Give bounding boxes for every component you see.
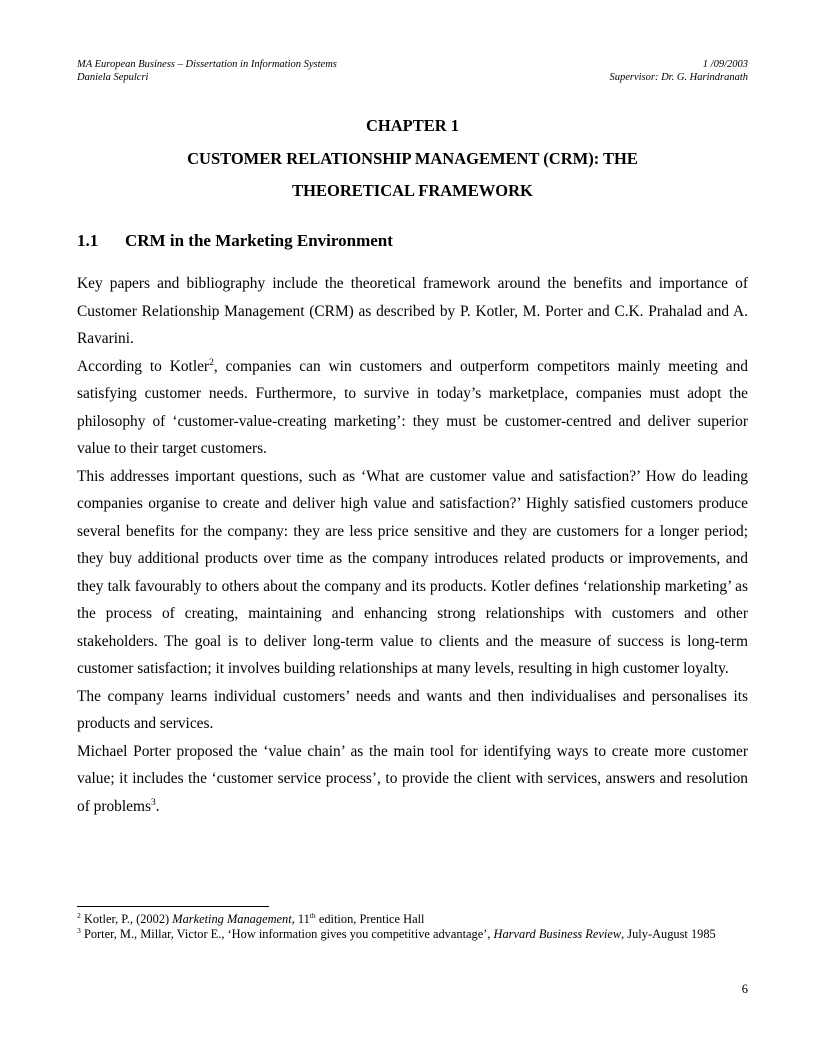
section-heading	[77, 229, 393, 253]
chapter-title-line-1: CUSTOMER RELATIONSHIP MANAGEMENT (CRM): THE	[187, 148, 638, 168]
header-row-2	[77, 71, 748, 84]
footnote-ref-3: 3	[150, 796, 156, 808]
footnote-2-ordinal: th	[309, 910, 316, 920]
paragraph-5-text-a: Michael Porter proposed the ‘value chain’ as the main tool for identifying ways to create more customer value; it includes the ‘customer service process’, to provide the client with services, answers and resolution of problems	[77, 742, 748, 815]
paragraph-2	[77, 353, 748, 463]
body-text	[77, 270, 748, 820]
footnote-3-text-a: Porter, M., Millar, Victor E., ‘How information gives you competitive advantage’,	[80, 927, 494, 941]
footnote-3-text-b: , July-August 1985	[621, 927, 716, 941]
footnotes	[77, 912, 748, 942]
paragraph-2-text-b: , companies can win customers and outperform competitors mainly meeting and satisfying customer needs. Furthermore, to survive in today’s marketplace, companies must adopt the philosophy of ‘customer-value-creating marketing’: they must be customer-centred and deliver superior value to their target customers.	[77, 357, 748, 457]
paragraph-4: The company learns individual customers’ needs and wants and then individualises and personalises its products and services.	[77, 687, 748, 732]
paragraph-3: This addresses important questions, such as ‘What are customer value and satisfaction?’ How do leading companies organise to create and deliver high value and satisfaction?’ Highly satisfied customers produce several benefits for the company: they are less price sensitive and they are customers for a longer period; they buy additional products over time as the company introduces related products or improvements, and they talk favourably to others about the company and its products. Kotler defines ‘relationship marketing’ as the process of creating, maintaining and enhancing strong relationships with customers and other stakeholders. The goal is to deliver long-term value to clients and the measure of success is long-term customer satisfaction; it involves building relationships at many levels, resulting in high customer loyalty.	[77, 467, 748, 677]
footnote-2	[77, 912, 748, 927]
footnote-3-journal: Harvard Business Review	[493, 927, 622, 941]
footnote-3	[77, 927, 748, 942]
footnote-divider	[77, 906, 269, 907]
footnote-2-book-title: Marketing Management,	[172, 912, 295, 926]
chapter-title-line-2: THEORETICAL FRAMEWORK	[292, 181, 533, 200]
page-number: 6	[741, 982, 748, 996]
footnote-ref-2: 2	[209, 356, 214, 368]
chapter-number: CHAPTER 1	[365, 116, 460, 135]
paragraph-2-text-a: According to Kotler	[77, 357, 210, 375]
section-number: 1.1	[77, 231, 99, 250]
page-header	[77, 58, 748, 84]
footnote-2-number: 2	[77, 910, 81, 920]
header-row-1	[77, 58, 748, 71]
paragraph-5-text-b: .	[155, 797, 160, 815]
footnote-2-text-a: Kotler, P., (2002)	[80, 912, 173, 926]
header-course: MA European Business – Dissertation in Information Systems	[77, 59, 337, 70]
section-title: CRM in the Marketing Environment	[125, 231, 393, 250]
chapter-title-block	[65, 110, 760, 208]
paragraph-1: Key papers and bibliography include the theoretical framework around the benefits and importance of Customer Relationship Management (CRM) as described by P. Kotler, M. Porter and C.K. Prahalad and A. Ravarini.	[77, 275, 748, 347]
header-date: 1 /09/2003	[702, 59, 748, 70]
footnote-2-text-c: edition, Prentice Hall	[315, 912, 425, 926]
footnote-2-text-b: 11	[294, 912, 310, 926]
header-supervisor: Supervisor: Dr. G. Harindranath	[609, 72, 748, 83]
paragraph-5	[77, 738, 748, 821]
header-author: Daniela Sepulcri	[77, 72, 149, 83]
footnote-3-number: 3	[77, 925, 81, 935]
